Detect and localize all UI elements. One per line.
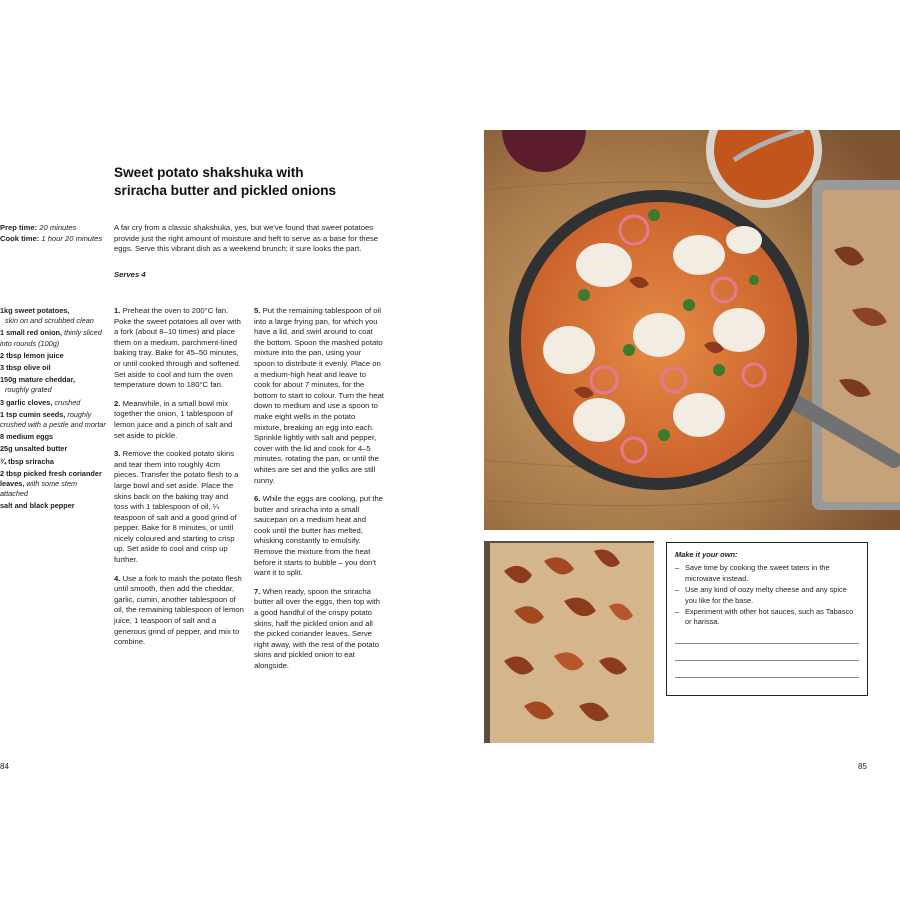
ingredient-note: with some stem attached	[0, 479, 78, 499]
method-step	[254, 587, 384, 672]
step-number: 7.	[254, 586, 261, 596]
method-step	[114, 399, 244, 441]
recipe-title-line-1: Sweet potato shakshuka with	[114, 165, 304, 180]
ingredient-name: 2 tbsp picked fresh coriander leaves,	[0, 468, 102, 489]
notes-line	[675, 660, 859, 661]
step-number: 3.	[114, 449, 121, 459]
ingredient-item	[0, 457, 106, 467]
ingredient-item	[0, 363, 106, 373]
ingredient-list	[0, 306, 106, 514]
cook-time	[0, 234, 112, 245]
ingredient-note: roughly crushed with a pestle and mortar	[0, 409, 106, 430]
tip-text: Experiment with other hot sauces, such as Tabasco or harissa.	[685, 607, 854, 627]
tip-item	[675, 607, 859, 628]
ingredient-item	[0, 410, 106, 430]
prep-time	[0, 223, 112, 234]
ingredient-name: 3 garlic cloves,	[0, 397, 53, 407]
ingredient-name: 1 small red onion,	[0, 328, 63, 338]
ingredient-name: 2 tbsp lemon juice	[0, 350, 64, 360]
shakshuka-pan-illustration	[484, 130, 900, 530]
step-text: Use a fork to mash the potato flesh until smooth, then add the cheddar, garlic, cumin, another tablespoon of oil, the remaining tablespoon of lemon juice, 1 teaspoon of salt and a generous grind of pepper, and mix to combine.	[114, 573, 244, 647]
ingredient-name: 1kg sweet potatoes,	[0, 306, 70, 315]
page-number-right: 85	[858, 762, 867, 771]
ingredient-note: thinly sliced into rounds (100g)	[0, 328, 102, 348]
tips-title: Make it your own:	[675, 550, 738, 559]
ingredient-note: crushed	[54, 397, 81, 407]
tip-dash: –	[675, 563, 680, 573]
recipe-title-line-2: sriracha butter and pickled onions	[114, 183, 337, 198]
ingredient-name: salt and black pepper	[0, 501, 75, 511]
recipe-title	[114, 164, 374, 200]
ingredient-note: roughly grated	[5, 385, 52, 395]
ingredient-item	[0, 501, 106, 511]
method-step	[114, 449, 244, 566]
prep-time-label: Prep time:	[0, 223, 38, 232]
ingredient-item	[0, 469, 106, 500]
method-step	[114, 574, 244, 648]
step-text: Remove the cooked potato skins and tear them into roughly 4cm pieces. Transfer the potato flesh to a large bowl and set aside. Place the skins back on the baking tray and toss with 1 tablespoon of oil, ¼ teaspoon of salt and a good grind of pepper. Bake for 8 minutes, or until nicely coloured and starting to crisp up. Set aside to cool and crisp up further.	[114, 449, 239, 565]
ingredient-note: skin on and scrubbed clean	[5, 316, 94, 326]
ingredient-item	[0, 444, 106, 454]
method-column-2	[254, 306, 384, 680]
step-text: Meanwhile, in a small bowl mix together the onion, 1 tablespoon of lemon juice and a pinch of salt and set aside to pickle.	[114, 398, 233, 440]
notes-line	[675, 677, 859, 678]
notes-line	[675, 643, 859, 644]
ingredient-name: 3 tbsp olive oil	[0, 363, 51, 373]
tip-dash: –	[675, 607, 680, 617]
ingredient-item	[0, 328, 106, 348]
ingredient-name: 1 tsp cumin seeds,	[0, 409, 66, 419]
ingredient-item	[0, 432, 106, 442]
tip-dash: –	[675, 585, 680, 595]
ingredient-name: 8 medium eggs	[0, 432, 54, 442]
page-number-left: 84	[0, 762, 9, 771]
step-number: 1.	[114, 306, 121, 315]
tip-text: Use any kind of oozy melty cheese and any spice you like for the base.	[685, 585, 847, 605]
step-text: Preheat the oven to 200°C fan. Poke the sweet potatoes all over with a fork (about 8–10 times) and place them on a medium, parchment-lined baking tray. Bake for 45–50 minutes, or until cooked through and softened. Set aside to cool and turn the oven temperature down to 180°C fan.	[114, 306, 241, 390]
ingredient-name: 25g unsalted butter	[0, 444, 68, 454]
cook-time-value: 1 hour 20 minutes	[41, 233, 103, 243]
tip-item	[675, 585, 859, 606]
step-number: 6.	[254, 494, 261, 504]
recipe-serves: Serves 4	[114, 270, 146, 279]
prep-time-value: 20 minutes	[39, 223, 77, 232]
step-text: Put the remaining tablespoon of oil into a large frying pan, for which you have a lid, and swirl around to coat the bottom. Spoon the mashed potato mixture into the pan, using your spoon to distribute it evenly. Place on a medium-high heat and leave to cook for about 7 minutes, for the bottom to start to colour. Turn the heat down to medium and use a spoon to make eight wells in the potato mixture, breaking an egg into each. Sprinkle lightly with salt and pepper, cover with the lid and cook for 4–5 minutes, rotating the pan, or until the whites are set and the yolks are still runny.	[254, 306, 384, 485]
ingredient-item	[0, 351, 106, 361]
step-number: 2.	[114, 398, 121, 408]
method-step	[254, 494, 384, 579]
method-column-1	[114, 306, 244, 656]
ingredient-item	[0, 375, 106, 395]
shakshuka-pan-photo	[484, 130, 900, 530]
ingredient-item	[0, 398, 106, 408]
recipe-times	[0, 223, 112, 244]
step-text: While the eggs are cooking, put the butter and sriracha into a small saucepan on a medium heat and cook until the butter has melted, whisking constantly to emulsify. Remove the mixture from the heat before it starts to bubble – you don't want it to split.	[254, 494, 384, 578]
method-step	[114, 306, 244, 391]
method-step	[254, 306, 384, 486]
tip-item	[675, 563, 859, 584]
potato-skins-illustration	[484, 541, 654, 743]
ingredient-name: 150g mature cheddar,	[0, 375, 76, 385]
step-number: 5.	[254, 306, 261, 315]
step-text: When ready, spoon the sriracha butter all over the eggs, then top with a good handful of the crispy potato skins, half the pickled onion and all the picked coriander leaves. Serve right away, with the rest of the potato skins and pickled onion to eat alongside.	[254, 586, 381, 670]
cook-time-label: Cook time:	[0, 233, 40, 243]
step-number: 4.	[114, 573, 121, 583]
tip-text: Save time by cooking the sweet taters in the microwave instead.	[685, 563, 830, 583]
ingredient-name: ¾ tbsp sriracha	[0, 456, 54, 466]
potato-skins-photo	[484, 541, 654, 743]
recipe-intro: A far cry from a classic shakshuka, yes, but we've found that sweet potatoes provide just the right amount of moisture and heft to serve as a base for these eggs. Serve this vibrant dish as a weekend brunch; it sure looks the part.	[114, 223, 379, 254]
ingredient-item	[0, 306, 106, 326]
make-it-your-own-box	[666, 542, 868, 696]
